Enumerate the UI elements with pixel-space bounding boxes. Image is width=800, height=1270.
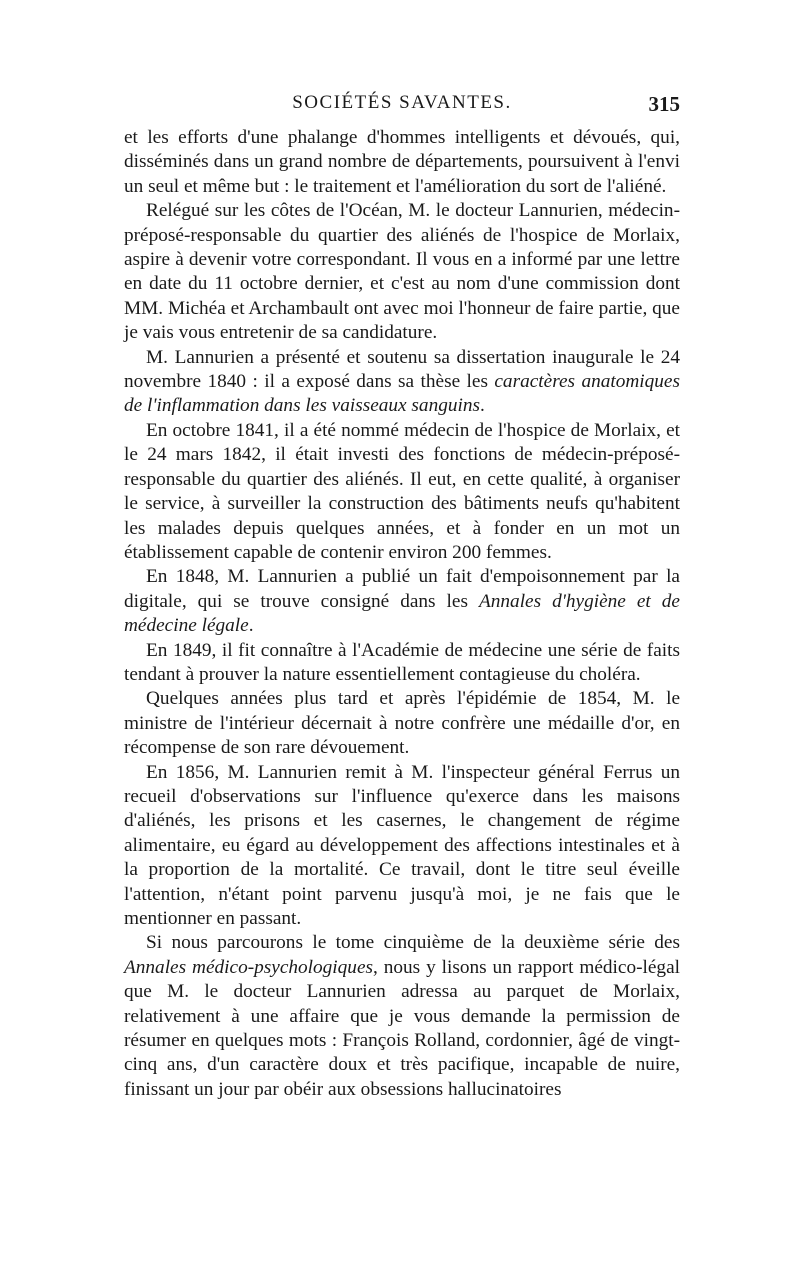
italic-title: caractères anatomiques de l'inflammation dans les vaisseaux sanguins — [124, 371, 680, 417]
text-run: Relégué sur les côtes de l'Océan, M. le docteur Lannurien, médecin-préposé-responsable du quartier des aliénés de l'hospice de Morlaix, aspire à devenir votre correspondant. Il vous en a informé par une lettre en date du 11 octobre dernier, et c'est au nom d'une commission dont MM. Michéa et Archambault ont avec moi l'honneur de faire partie, que je vais vous entretenir de sa candidature. — [124, 200, 680, 344]
paragraph — [124, 687, 680, 760]
book-page — [124, 92, 680, 1102]
italic-title: Annales médico-psychologiques — [124, 956, 374, 978]
text-run: . — [248, 615, 254, 637]
paragraph — [124, 346, 680, 419]
text-run: et les efforts d'une phalange d'hommes intelligents et dévoués, qui, disséminés dans un grand nombre de départements, poursuivent à l'envi un seul et même but : le traitement et l'amélioration du sort de l'aliéné. — [124, 127, 680, 197]
running-head — [124, 92, 680, 122]
running-title: SOCIÉTÉS SAVANTES. — [292, 92, 512, 113]
page-number: 315 — [648, 92, 680, 116]
body-text — [124, 126, 680, 1102]
text-run: Quelques années plus tard et après l'épidémie de 1854, M. le ministre de l'intérieur décernait à notre confrère une médaille d'or, en récompense de son rare dévouement. — [124, 688, 680, 759]
text-run: En octobre 1841, il a été nommé médecin de l'hospice de Morlaix, et le 24 mars 1842, il était investi des fonctions de médecin-préposé-responsable du quartier des aliénés. Il eut, en cette qualité, à organiser le service, à surveiller la construction des bâtiments neufs qu'habitent les malades depuis quelques années, et à fonder en un mot un établissement capable de contenir environ 200 femmes. — [124, 419, 680, 563]
paragraph — [124, 565, 680, 638]
paragraph — [124, 419, 680, 565]
paragraph — [124, 126, 680, 199]
text-run: . — [480, 395, 485, 417]
paragraph — [124, 931, 680, 1102]
paragraph — [124, 199, 680, 345]
text-run: Si nous parcourons le tome cinquième de la deuxième série des — [146, 932, 680, 954]
italic-title: Annales d'hygiène et de médecine légale — [124, 590, 680, 637]
paragraph — [124, 639, 680, 688]
paragraph — [124, 761, 680, 932]
text-run: M. Lannurien a présenté et soutenu sa dissertation inaugurale le 24 novembre 1840 : il a exposé dans sa thèse les — [124, 346, 680, 393]
text-run: En 1856, M. Lannurien remit à M. l'inspecteur général Ferrus un recueil d'observations sur l'influence qu'exerce dans les maisons d'aliénés, les prisons et les casernes, le changement de régime alimentaire, eu égard au développement des affections intestinales et à la proportion de la mortalité. Ce travail, dont le titre seul éveille l'attention, n'étant point parvenu jusqu'à moi, je ne fais que le mentionner en passant. — [124, 761, 680, 929]
text-run: , nous y lisons un rapport médico-légal que M. le docteur Lannurien adressa au parquet de Morlaix, relativement à une affaire que je vous demande la permission de résumer en quelques mots : François Rolland, cordonnier, âgé de vingt-cinq ans, d'un caractère doux et très pacifique, incapable de nuire, finissant un jour par obéir aux obsessions hallucinatoires — [124, 956, 680, 1100]
text-run: En 1849, il fit connaître à l'Académie de médecine une série de faits tendant à prouver la nature essentiellement contagieuse du choléra. — [124, 639, 680, 685]
text-run: En 1848, M. Lannurien a publié un fait d'empoisonnement par la digitale, qui se trouve consigné dans les — [124, 566, 680, 612]
